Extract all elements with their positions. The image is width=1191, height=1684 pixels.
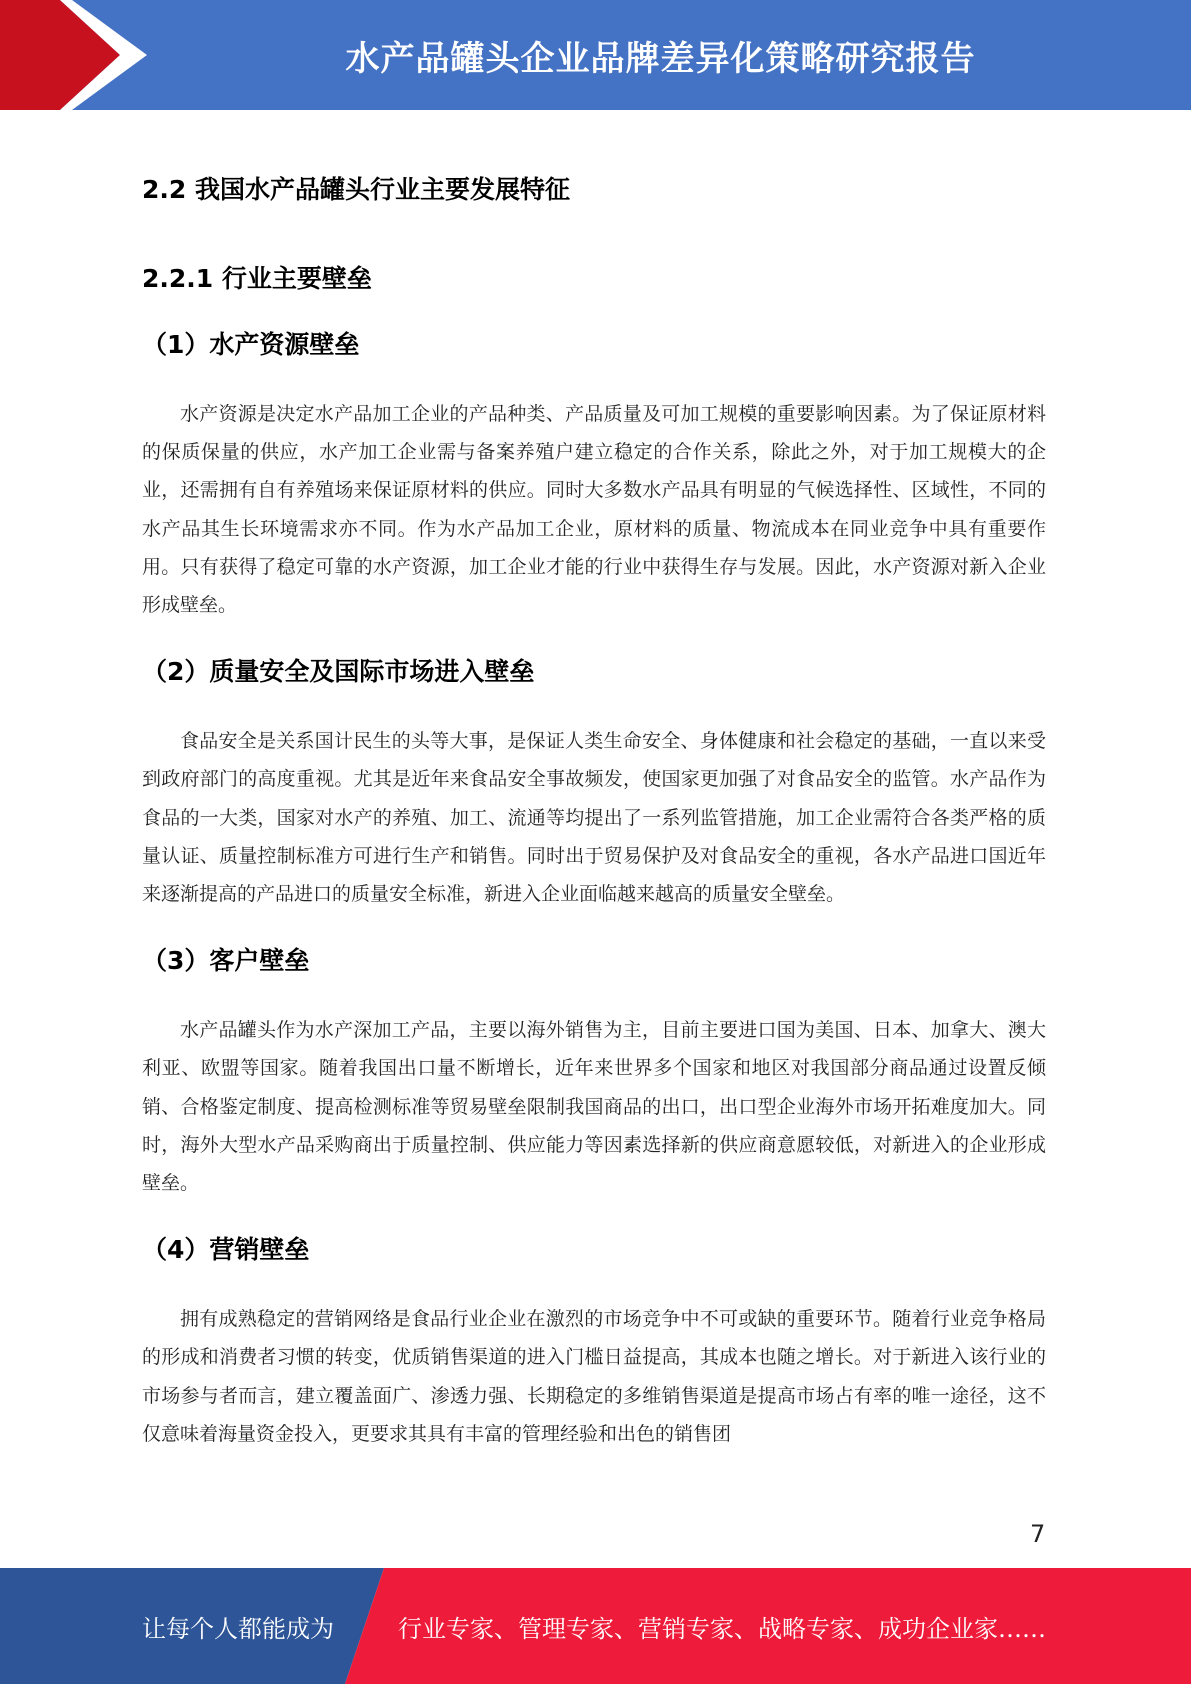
item-paragraph: 食品安全是关系国计民生的头等大事，是保证人类生命安全、身体健康和社会稳定的基础，一直以来受到政府部门的高度重视。尤其是近年来食品安全事故频发，使国家更加强了对食品安全的监管。水产品作为食品的一大类，国家对水产的养殖、加工、流通等均提出了一系列监管措施，加工企业需符合各类严格的质量认证、质量控制标准方可进行生产和销售。同时出于贸易保护及对食品安全的重视，各水产品进口国近年来逐渐提高的产品进口的质量安全标准，新进入企业面临越来越高的质量安全壁垒。	[142, 730, 1046, 906]
item-heading: （1）水产资源壁垒	[142, 330, 360, 359]
item-paragraph: 水产品罐头作为水产深加工产品，主要以海外销售为主，目前主要进口国为美国、日本、加拿大、澳大利亚、欧盟等国家。随着我国出口量不断增长，近年来世界多个国家和地区对我国部分商品通过设置反倾销、合格鉴定制度、提高检测标准等贸易壁垒限制我国商品的出口，出口型企业海外市场开拓难度加大。同时，海外大型水产品采购商出于质量控制、供应能力等因素选择新的供应商意愿较低，对新进入的企业形成壁垒。	[142, 1019, 1046, 1195]
page-footer	[0, 1568, 1191, 1684]
item-heading: （2）质量安全及国际市场进入壁垒	[142, 657, 535, 687]
item-paragraph: 拥有成熟稳定的营销网络是食品行业企业在激烈的市场竞争中不可或缺的重要环节。随着行业竞争格局的形成和消费者习惯的转变，优质销售渠道的进入门槛日益提高，其成本也随之增长。对于新进入该行业的市场参与者而言，建立覆盖面广、渗透力强、长期稳定的多维销售渠道是提高市场占有率的唯一途径，这不仅意味着海量资金投入，更要求其具有丰富的管理经验和出色的销售团	[142, 1308, 1046, 1445]
item-heading: （3）客户壁垒	[142, 946, 310, 976]
item-paragraph: 水产资源是决定水产品加工企业的产品种类、产品质量及可加工规模的重要影响因素。为了保证原材料的保质保量的供应，水产加工企业需与备案养殖户建立稳定的合作关系，除此之外，对于加工规模大的企业，还需拥有自有养殖场来保证原材料的供应。同时大多数水产品具有明显的气候选择性、区域性，不同的水产品其生长环境需求亦不同。作为水产品加工企业，原材料的质量、物流成本在同业竞争中具有重要作用。只有获得了稳定可靠的水产资源，加工企业才能的行业中获得生存与发展。因此，水产资源对新入企业形成壁垒。	[142, 403, 1046, 617]
footer-slogan-left: 让每个人都能成为	[142, 1614, 334, 1643]
header-arrow-decoration	[0, 0, 150, 110]
page-number: 7	[1030, 1520, 1046, 1548]
footer-slogan-right: 行业专家、管理专家、营销专家、战略专家、成功企业家……	[398, 1614, 1046, 1643]
header-title: 水产品罐头企业品牌差异化策略研究报告	[345, 38, 976, 79]
subsection-title: 2.2.1 行业主要壁垒	[142, 264, 372, 293]
item-heading: （4）营销壁垒	[142, 1235, 310, 1265]
page-header	[0, 0, 1191, 110]
section-title: 2.2 我国水产品罐头行业主要发展特征	[142, 175, 570, 204]
document-body	[142, 170, 1046, 1453]
